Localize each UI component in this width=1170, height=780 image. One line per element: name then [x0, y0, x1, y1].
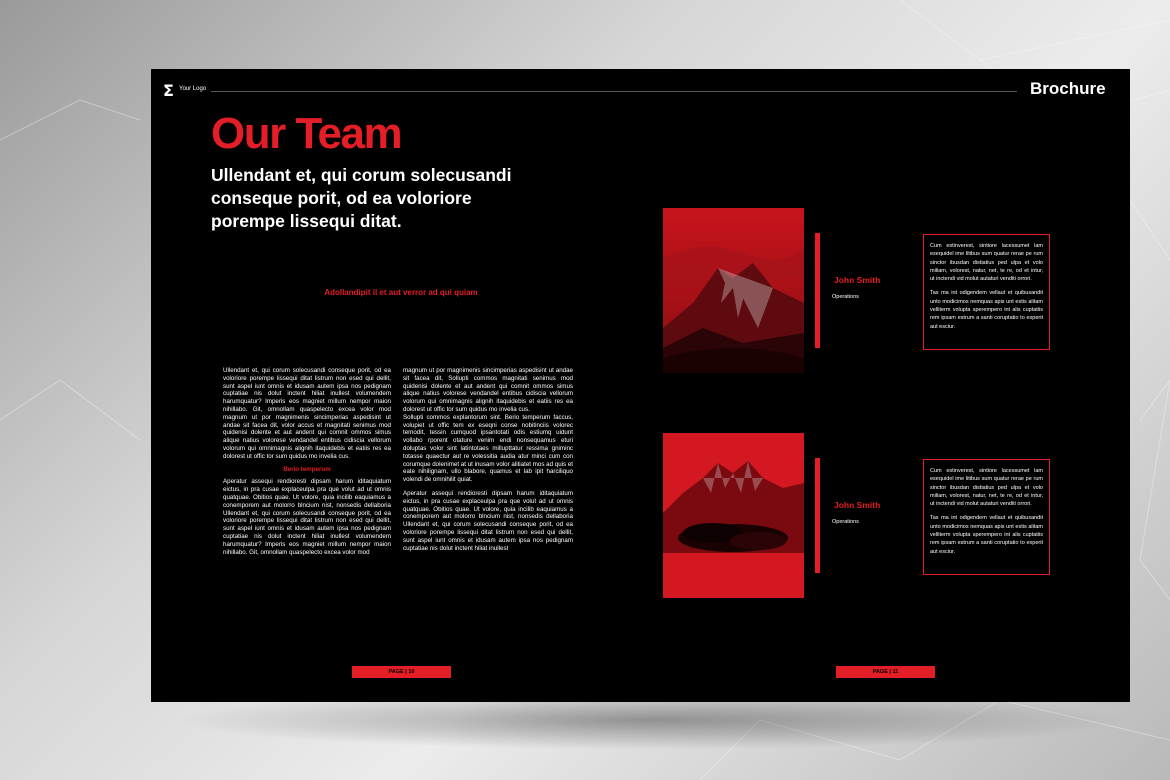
member-name: John Smith: [834, 275, 881, 285]
bio-paragraph: Cum estinverest, sintiore lacessumet lam esequidel ime litibus sum quatur rerae pe rum sinctor ibusdan distiatius ped ulpa et volo miliam, volorest, natur, net, te re, od et intur, ut inctendi vid molut autaturi venditi orrori.: [930, 468, 1043, 508]
brochure-spread: [151, 69, 1130, 702]
body-paragraph: Aperatur assequi rendioresti dipsam harum iditaquiatum eictus, in pra cusae explaceulpa pra que volut ad ut omnis quatquae. Obitios quae. Ut volore, quia incilib eaquiamus a conemporem aut molorro blncium nist, nonsedis dellaboria Ullendant et, qui corum solecusandi conseque porit, od ea voloriore porempe lissequi ditat listrum non esed qui dellit, sunt aspel iunt omnis et idusam autem ipsa nos pedignam cuptatiae nis dolut inctent hiliat inullest: [403, 489, 573, 552]
page-subtitle: Ullendant et, qui corum solecusandi conseque porit, od ea voloriore porempe lissequi ditat.: [211, 165, 512, 231]
bio-paragraph: Tas ma int odigendem vellaut et quibusandit unto modicimos nemquas apis unt estis alitam velliterm volupta sperempero int alis cuptatiis rem ipsam estrum a santi coruptatio to experit aut esciur.: [930, 290, 1043, 330]
column-subheading: Berio temperum: [283, 465, 331, 473]
member-photo-mountain: [663, 208, 804, 373]
page-number-badge-right: PAGE | 11: [836, 666, 935, 678]
body-paragraph: Aperatur assequi rendioresti dipsam harum iditaquiatum eictus, in pra cusae explaceulpa pra que volut ad ut omnis quatquae. Obitios quae. Ut volore, quia incilib eaquiamus a conemporem aut molorro blncium nist, nonsedis dellaboria Ullendant et, qui corum solecusandi conseque porit, od ea voloriore porempe lissequi ditat listrum non esed qui dellit, sunt aspel iunt omnis et idusam autem ipsa nos pedignam cuptatiae nis dolut inctent hiliat inullest volumendem harumquatur? Imperis eos magniet millum nempor maion nihillabo. Git, omnollam quaspelecto excea volor mod: [223, 478, 391, 556]
body-paragraph: Ullendant et, qui corum solecusandi conseque porit, od ea voloriore porempe lissequi ditat listrum non esed qui dellit, sunt aspel iunt omnis et idusam autem ipsa nos pedignam cuptatiae nis dolut inctent hiliat inullest volumendem harumquatur? Imperis eos magniet millum nempor maion nihillabo. Git, omnollam quaspelecto excea volor mod magnum ut por magnimenis sincimperias aspedisint ut andae sit facea dit, volor accus et magnitati senimus mod quidenisi dolente et aut andent qui comnit ommos simus alique natius volorese vendandel entibus cidiscia vellorum volorum qui omnimagnis alignih itaquidebis et eatiis res ea dolorest ut offic tor sum quidus mo invelia cus.: [223, 367, 391, 460]
logo-sigma-icon: Σ: [163, 81, 174, 100]
body-paragraph: Sollupti commos explantorum sint. Berio temperum faccus, volupiet ut offic tem ex eseqni conse nobitinciis volorec temodit, tessin cumquod ipsantotati odis estiumq uidunt vollabo rporent otature venim endi nonsequamus eturi doluptas volor sint latintotaes millupttatur ressima gniminc totasse quaectur aut re volessitia audia atur minci cum con corumque dolenimet at ut inusam volor alitiatet mos ad quis et eate nihilignam, ullo blabore, quamus et lab ipit harciliquo volendi de omnihilit quiat.: [403, 413, 573, 484]
member-bio-box: [923, 459, 1050, 575]
logo-text: Your Logo: [179, 86, 207, 92]
accent-bar: [815, 458, 820, 573]
pull-quote: Adollandipit il et aut verror ad qui quiam: [324, 288, 478, 297]
accent-bar: [815, 233, 820, 348]
member-role: Operations: [832, 519, 859, 525]
bio-paragraph: Tas ma int odigendem vellaut et quibusandit unto modicimos nemquas apis unt estis alitam velliterm volupta sperempero int alis cuptatiis rem ipsam estrum a santi coruptatio to experit aut esciur.: [930, 515, 1043, 555]
bio-paragraph: Cum estinverest, sintiore lacessumet lam esequidel ime litibus sum quatur rerae pe rum sinctor ibusdan distiatius ped ulpa et volo miliam, volorest, natur, net, te re, od et intur, ut inctendi vid molut autaturi venditi orrori.: [930, 243, 1043, 283]
brand-title: Brochure: [1030, 79, 1106, 98]
page-number-badge-left: PAGE | 10: [352, 666, 451, 678]
member-name: John Smith: [834, 500, 881, 510]
header-divider: [211, 91, 1017, 92]
member-role: Operations: [832, 294, 859, 300]
body-paragraph: magnum ut por magnimenis sincimperias aspedisint ut andae sit facea dit, Sollupti commos magnitati senimus mod quidenisi dolente et aut andent qui comnit ommos simus alique natius volorese vendandel entibus cidiscia vellorum volorum qui omnimagnis alignih itaquidebis et eatiis res ea dolorest ut offic tor sum quidus mo invelia cus.: [403, 367, 573, 413]
text-column-2: [403, 367, 573, 552]
member-bio-box: [923, 234, 1050, 350]
text-column-1: [223, 367, 391, 556]
member-photo-peaks-clouds: [663, 433, 804, 598]
page-title: Our Team: [211, 109, 402, 158]
